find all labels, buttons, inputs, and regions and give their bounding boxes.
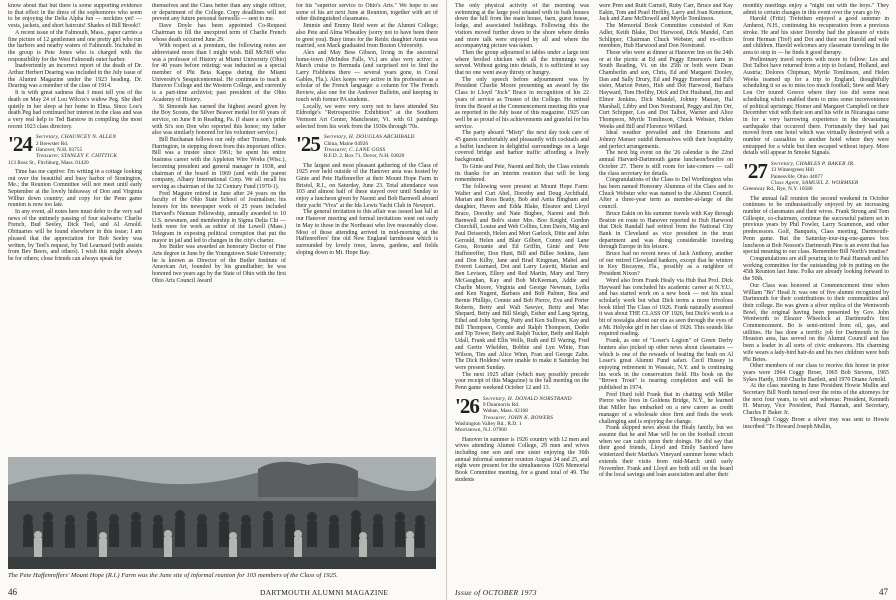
paragraph: To Ginie and Pete, Naomi and Bob, the Class extends its thanks for an interim reunion that will be long remembered. <box>455 163 589 184</box>
paragraph: themselves and the Class better than any single officer, or department of the College. Copy deadlines will not prevent any future personal farewells — sent to me. <box>152 3 286 23</box>
paragraph: At the class meeting in June President Howie Mullin and Secretary Bill North turned over the reins of the attorneys for the next four years, to wit and whereas: President, Kenneth H. Murray, Vice President, Paul Hannah, and Secretary, Charles P. Baker Jr. <box>743 383 889 417</box>
class-heading-1924 <box>8 134 142 165</box>
paragraph: Word also from Frank Healy via Hub that Prof. Dick Hayward has concluded his academic career at N.Y.U., and has started work on a new book — not his usual scholarly work but what Dick terms a more frivolous book titled The Class of 1926. Frank naturally assumed it was about THE CLASS OF 1926, but Dick's work is a bit of nostalgia about our era as seen through the eyes of a Mt. Holyoke girl in her class of 1926. This sounds like required reading. <box>599 277 733 338</box>
paragraph: Time has me captive: I'm writing in a cottage looking out over the beautiful and busy harbor of Stonington, Me.; the Reunion Committee will not meet until early September at the lovely hideaway of Don and Virginia Wilbur down country; and copy for the Penn game reunion is now too late. <box>8 168 142 209</box>
class-heading-1925 <box>296 134 438 159</box>
secretary-line: Secretary, H. DONALD NORSTRAND <box>482 395 572 402</box>
paragraph: Bill Buchanan follows our only other Trustee, Frank Harrington, in stepping down from this important office. Bill was a trustee since 1961; he spent his entire business career with the Appleton Wire Works (Wisc.), becoming president and general manager in 1938, and chairman of the board in 1969 (and with the parent company, Albany International Corp. We all recall his serving as chairman of the 32 Century Fund (1970-1). <box>152 137 286 190</box>
paragraph: know about that but there is some supporting evidence to that effect in the dress of the sophomores who seem to be enjoying the Delta Alpha fun — neckties yet! — vests, jackets, and short haircuts! Shades of Bill Brook!! <box>8 3 142 30</box>
paragraph: Other members of our class to receive this honor in prior years were 1964 Coggy Broer, 1965 Bob Stevens, 1965 Sykes Hardy, 1969 Charlie Bartlett, and 1970 Duane Arnold. <box>743 363 889 383</box>
paragraph: Congratulations are still pouring in to Paul Hannah and his working committee for the outstanding job in putting on the 45th Reunion last June. Folks are already looking forward to the 50th. <box>743 255 889 283</box>
paragraph: Frank skipped news about the Healy family, but we assume that he and Mae will be on the football circuit when we can catch upon their doings. He did say that their good friends, Lloyd and Emily Sanford have winterized their Martha's Vineyard summer home which extends their visits from mid-March until early November. Frank and Lloyd are both still on the board of the local savings and loan association and after their <box>599 425 733 479</box>
paragraph: Then the group adjourned to tables under a large tent where broiled chicken with all the trimmings was served. Without going into details, it is sufficient to say that no one went away thirsty or hungry. <box>455 49 589 77</box>
paragraph: The largest and most pleasant gathering of the Class of 1925 ever held outside of the Hanover area was hosted by Ginie and Pete Haffenreffer at their Mount Hope Farm in Bristol, R.I., on Saturday, June 23. Total attendance was 103 and almost half of these stayed over until Sunday to enjoy a luncheon given by Naomi and Bob Barnwell aboard their yacht "Viva" at the Ida Lewis Yacht Club in Newport. <box>296 162 438 209</box>
paragraph: In any event, all notes here must defer to the very sad news of the untimely passing of four stalwarts: Charlie French, Bud Seeley, Dick Teel, and Al Arnold. Obituaries will be found elsewhere in this issue; I am pleased that the appreciation for Bob Seeley was written, by Teel's request, by Ted Learnard (with assists from Bev Beers, and others). I wish this might always be for others; close friends can always speak for <box>8 209 142 262</box>
right-column-2 <box>599 3 733 585</box>
treasurer-address: Washington Valley Rd., R.D. 1 <box>455 420 522 427</box>
footer-issue: Issue of OCTOBER 1973 <box>455 588 537 597</box>
paragraph: for his "superior service to Ohio's Arts." We hope to see some of his art next June at Reunion, together with art of other distinguished classmates. <box>296 3 438 23</box>
paragraph: Locally, we were very sorry not to have attended Stu Eldredge's "Retrospective Exhibition" at the Southern Vermont Art Center, Manchester, Vt. with 61 paintings selected from his work from the 1930s through '70s. <box>296 103 438 130</box>
paragraph: The only speech before adjournment was by President Charlie Moore presenting an award by the Class to Lloyd "Jock" Brace in recognition of his 22 years of service as Trustee of the College. He retired from the Board at the Commencement meeting this year as reported in the July issue of this magazine. 1925 can well be as proud of his achievements and grateful for his service. <box>455 76 589 130</box>
class-year: '26 <box>455 393 479 418</box>
paragraph: The only physical activity of the morning was swimming at the large pool situated with its bath houses down the hill from the main house, barn, guest house, lodge, and associated buildings. Following this the visitors moved further down to the shore where drinks and more talk were enjoyed by all and where the accompanying picture was taken. <box>455 3 589 50</box>
paragraph: Preliminary travel reports with more to follow: Les and Dot Talbot have returned from a trip to Iceland, Holland, and Austria; Dolores Chipman, Myrtle Tomlinson, and Helen Weeks teamed up for a trip to England, thoughtfully scheduling it so as to miss too much football; Stew and Mary Lou Orr toured Greece where they too did some neat scheduling which enabled them to miss some inconvenience of political uprisings; Homer and Margaret Campbell on their December visit with their son and his wife in Nicaragua came in for a very harrowing experience in the devastating earthquake that occurred there. Fortunately they had just moved from one hotel which was virtually destroyed with a number of casualties to another hotel where they were entrapped for a while but then escaped without injury. More details will appear in Smoke Signals. <box>743 56 889 157</box>
class-year: '27 <box>743 159 767 184</box>
paragraph: Congratulations of the Class to Del Worthington who has been named Honorary Alumnus of the Class and to Chuck Webster who was named to the Alumni Council. After a three-year term as member-at-large of the council. <box>599 177 733 211</box>
paragraph: Dave Doyle has been appointed Co-Request Chairman to fill the unexpired term of Charlie French whose death occurred June 29. <box>152 23 286 43</box>
secretary-line: Secretary, CHAUNCEY N. ALLEN <box>35 134 117 141</box>
paragraph: Bruce Eakin on his summer travels with Kay through Boston en route to Hanover reported to Hub Harwood that Dick Randall had retired from the National City Bank in Cleveland as vice president in the trust department and was doing considerable traveling through Europe in his leisure. <box>599 210 733 251</box>
paragraph: The Memorial Book Committee consisted of Ken Adler, Keith Blake, Dot Harwood, Dick Mandel, Curt Schlipper, Chairman Chuck Webster, and ex-officio members, Hub Harwood and Don Norstrand. <box>599 23 733 50</box>
group-photo-art <box>8 457 436 569</box>
paragraph: Fred Hurd told Frank that in chatting with Miller Pierce who lives in Goldens Bridge, N.Y., he learned that Miller has embarked on a new career as credit manager of a wholesale shoe firm and finds the work challenging and is enjoying the change. <box>599 391 733 425</box>
page-number: 47 <box>879 587 888 597</box>
paragraph: The next big event on the '26 calendar is the 22nd annual Harvard-Dartmouth game luncheon/bonfire on October 27. There is still room for late-comers — call the class secretary for details. <box>599 150 733 177</box>
treasurer-line: Treasurer, C. LANE GOSS <box>323 146 386 153</box>
left-column-2 <box>152 3 286 455</box>
treasurer-address: R.F.D. 2, Box 71, Dover, N.H. 03820 <box>323 153 405 160</box>
right-page <box>449 0 896 600</box>
paragraph: A recent issue of the Falmouth, Mass., paper carries a fine picture of 12 gentlemen and one pretty girl who run the harbors and nearby waters of Falmouth. Included in the group is Pete Jones who is charged with the responsibility for the West Falmouth outer harbor. <box>8 29 142 63</box>
paragraph: Through Coggy Broer a silver tray was sent to Howie inscribed "To Howard Joseph Mullin, <box>743 416 889 430</box>
treasurer-address: Morristown, N.J. 07960 <box>455 427 507 434</box>
class-year: '25 <box>296 132 320 157</box>
page-number: 46 <box>8 587 17 597</box>
class-heading-1927 <box>743 161 889 192</box>
treasurer-line: Treasurer, JOHN K. BOWERS <box>482 414 554 421</box>
treasurer-line: Class Agent, SAMUEL Z. WORMSER <box>770 180 859 187</box>
paragraph: Hanover in summer is 1926 country with 12 men and wives attending Alumni College, 29 men and wives including one son and one sister enjoying the 36th annual informal summer reunion August 24 and 25, and eight were present for the simultaneous 1926 Memorial Book Committee meeting, for a grand total of 49. The students <box>455 436 589 483</box>
paragraph: The following were present at Mount Hope Farm: Walter and Curt Abel, Dorothy and Doug Archibald, Marian and Ross Beatty, Bob and Anita Bingham and daughter, Haven and Edda Blake, Eleanor and Lloyd Brace, Dorothy and Nate Bugbee, Naomi and Bob Barnwell and Bob's sister Mrs. Boo Knight, Gordon Churchill, Louise and Web Collins, Linn Davis, Mig and Paul Deissroth, Helen and Mort Garlock, Ditte and John Gerould, Helen and Blair Gilbert, Conny and Lane Goss, Roxanie and Ed Griffin, Ginie and Pete Haffenreffer, Don Hunt, Bill and Billee Jenkins, Jane and Don Kilby, Jane and Brad Kingman, Mabel and Everett Learnard, Dot and Larry Leavitt, Marian and Ben Levison, Ellery and Red Martin, Mary and Terry McGaughan, Kay and Bob McKeeman, Addie and Charlie Moore, Virginia and George Newman, Lydia and Ken Nugent, Barbara and Bob Palmer, Bea and Bernie Phillips, Connie and Bob Pierce, Eva and Porter Roberts, Betty and Walt Sawyer, Betty and Mac Shepard, Betty and Bill Sleigh, Esther and Lang Spring, Ethel and John Spring, Patty and Ken Sullivan, Kay and Bill Thompson, Connie and Ralph Thompson, Dodie and Tip Tower, Betty and Ralph Tucker, Betty and Ralph Udall, Frank and Ellis Wells, Ruth and El Waring, Fred and Gertie Whelden, Bobbie and Lyn White, Fran Wilson, Tim and Alice Winn, Fran and George Zahn. The Dick Holdens' were unable to make it Saturday but were present Sunday. <box>455 183 589 371</box>
class-heading-1926 <box>455 393 589 434</box>
paragraph: Joe Butler was awarded an honorary Doctor of Fine Arts degree in June by the Youngstown State University; he is known as Director of the Butler Institute of American Art, founded by his grandfather; he was honored two years ago by the State of Ohio with the first Ohio Arts Council Award <box>152 244 286 284</box>
left-column-3 <box>296 3 438 455</box>
left-column-1 <box>8 3 142 455</box>
secretary-line: Secretary, H. DOUGLAS ARCHIBALD <box>323 134 415 141</box>
right-column-1 <box>455 3 589 585</box>
left-page <box>0 0 447 600</box>
right-column-3 <box>743 3 889 585</box>
secretary-address: Waban, Mass. 02168 <box>482 408 528 415</box>
secretary-line: Secretary, CHARLES P. BAKER JR. <box>770 161 855 168</box>
class-year: '24 <box>8 132 32 157</box>
paragraph: The general invitation to this affair was issued last fall at our Hanover meeting and formal invitations went out early in May to those in the Northeast who live reasonably close. Most of those attending arrived in mid-morning at the Haffenreffers' fine old New England farmhouse which is surrounded by lovely trees, lawns, gardens, and fields sloping down to Mt. Hope Bay. <box>296 209 438 256</box>
group-photo <box>8 457 436 569</box>
paragraph: The annual fall reunion the second weekend in October continues to be enthusiastically enjoyed by an increasing number of classmates and their wives. Frank Strong and Tom Gillespie, co-chairmen, continue the successful pattern set in previous years by Phil Fowler, Larry Scammon, and other predecessors. Golf, Banquets, Class meeting, Dartmouth-Penn game. But the Saturday-tour-ing-one-games box luncheon at Bob Nesson's Dartmouth Pine is an event that has special meaning to our class. Remember Bill North's treatise? <box>743 195 889 256</box>
secretary-address: 9 Dunmorris Rd. <box>482 402 520 409</box>
treasurer-line: Treasurer, STANLEY F. CHITTICK <box>35 153 118 160</box>
paragraph: were Pren and Ruth Carnell, Ruby Carr, Bruce and Kay Eakin, Tom and Pearl Herlihy, Larry and Joan Kennison, Jack and Zane McDowell and Myrtle Tomlinson. <box>599 3 733 23</box>
paragraph: With respect at a premium, the following notes are abbreviated more than I might wish. Bill McNiff who was a professor of History at Miami University (Ohio) for 40 years before retiring; was inducted as a special member of Phi Beta Kappa during the Miami University's Sesquicentennial. He continues to teach at Hanover College and the Western College, and currently is a part-time archivist; past president of the Ohio Academy of History. <box>152 43 286 103</box>
paragraph: Our Class was honored at Commencement time when William "Bo" Head Jr. was one of five alumni recognized by Dartmouth for their contributions to their communities and their college. Bo was given a silver replica of the Wentworth Bowl, the original having been presented by Gov. John Wentworth to Eleazer Wheelock at Dartmouth's first Commencement. Bo is semi-retired from oil, gas, and utilities. He has done a terrific job for Dartmouth in the Houston area, has served on the Alumni Council and has been a leader in all sorts of civic endeavors. His charming wife wears a lady-bird hair-do and his two children were both Phi Betes. <box>743 282 889 363</box>
paragraph: The next 1925 affair (which may possibly precede your receipt of this Magazine) is the fall meeting on the Penn game weekend October 12 and 13. <box>455 371 589 392</box>
secretary-address: 13 Wintergreen Hill <box>770 167 814 174</box>
paragraph: Those who were at dinner at Hanover Inn on the 24th or at the picnic at Ed and Peggy Emerson's farm in South Reading, Vt. on the 25th or both were Dean Chamberlin and son, Chris, Ed and Margaret Dooley, Dan and Sally Drury, Ed and Peggy Emerson and Ed's sister, Marion Peters, Hub and Dot Harwood, Barbara Hayward, Tom Herlihy, Dick and Dot Husband, Jim and Elinor Jenkins, Dick Mandel, Johnny Manser, Hal Marshall, Libby and Don Norstrand, Peggy and Jim Orr, Curt Schipper, Les and Dot Talbot, Warner and Alice Thompson, Myrtle Tomlinson, Chuck Webster, Helen Weeks and Bill and Florence Willard. <box>599 49 733 130</box>
secretary-address: China, Maine 04926 <box>323 140 369 147</box>
photo-caption: The Pete Haffenreffers' Mount Hope (R.I.) Farm was the June site of informal reunion for 103 members of the Class of 1925. <box>8 572 338 579</box>
treasurer-address: Greenway Rd., Rye, N.Y. 10580 <box>743 186 813 193</box>
paragraph: Frank, as one of "Loser's Legion" of Green Derby hunters also picked up other news about classmates — which is one of the rewards of beating the bush on Al Loser's great Alumni Fund safari. Cecil Hussey is enjoying retirement in Wassaic, N.Y. and is continuing his work in the conservation field. His book on the "Brown Trout" is nearing completion and will be published in 1974. <box>599 338 733 392</box>
paragraph: The party aboard "Misty" the next day took care of 45 guests comfortably and pleasantly with cocktails and a buffet luncheon in delightful surroundings on a large covered bridge and harbor traffic affording a lively background. <box>455 130 589 164</box>
paragraph: Ideal weather prevailed and the Emersons and Johnny Manser outdid themselves with their hospitality and perfect arrangements. <box>599 130 733 150</box>
paragraph: Fred Maguire retired in June after 24 years on the faculty of the Ohio State School of Journalism; his honors for his newspaper work of 25 years included Harvard's Nieman Fellowship, annually awarded to 10 U.S. newsmen, and membership in Sigma Delta Chi — both were for work as editor of the Lowell (Mass.) Telegram in exposing political corruption that put the mayor in jail and led to changes in the city's charter. <box>152 190 286 244</box>
paragraph: Jimmie and Emmy Reid were at the Alumni College; also Pete and Alma Wheatley (sorry not to have been there to greet you). Busy times for the Reids: daughter Annie was married, son Mack graduated from Boston University. <box>296 23 438 50</box>
paragraph: monthly meetings enjoy a "night out with the boys." They admit to certain changes in this event over the years go by. <box>743 3 889 16</box>
treasurer-address: 113 Ross St., Fitchburg, Mass. 01420 <box>8 159 89 166</box>
paragraph: Inadvertently an incorrect report of the death of Dr. Arthur Herbert Dearing was included in the July issue of the Alumni Magazine under the 1923 heading. Dr. Dearing was a member of the class of 1914. <box>8 63 142 90</box>
secretary-address: Painesville, Ohio 44077 <box>770 173 823 180</box>
footer-title: DARTMOUTH ALUMNI MAGAZINE <box>260 588 389 597</box>
paragraph: Alex and May Bess Gibson, living in the ancestral home-town (McIndoe Falls, Vt.) are also very active: a March cruise to Bermuda (and surprised not to find the Larry Fishbeins there — several years gone, to Coral Gables, Fla.). Alex keeps very active in his profession as a scholar of the French language: a column for The French Review, also one for the Andover Bulletin, and keeping in touch with former PA students. <box>296 49 438 103</box>
paragraph: It is with great sadness that I must tell you of the death on May 24 of Lou Wilcox's widow Peg. She died quietly in her sleep at her home in Elma. Since Lou's death Peg had continued her interest in the class and was a very real help to Ted Barstow in compiling the most recent 1923 class directory. <box>8 90 142 130</box>
paragraph: Si Simonds has earned the highest award given by the Boy Scouts, the Silver Beaver medal for 60 years of service, on June 8 in Reading, Pa. (I share a son's pride with Si's son Don who reported this honor; my father also was similarly honored for his volunteer service.) <box>152 103 286 137</box>
paragraph: Harold (Fritz) Trefethen enjoyed a good summer in Amherst, N.H., continuing his recuperation from a previous stroke. He and his sister Dorothy had the pleasure of visits from Herman (Tref) and Dot and their son Harold and wife and children. Harold welcomes any classmate traveling in the area to stop in — he finds it good therapy. <box>743 16 889 56</box>
secretary-address: Hanover, N.H. 03755 <box>35 146 83 153</box>
secretary-address: 2 Brewster Rd. <box>35 140 69 147</box>
paragraph: Bruce had no recent news of Jack Anthony, another of our retired Cleveland bankers, except that he winters in Key Biscayne, Fla., possibly as a neighbor of President Nixon? <box>599 251 733 278</box>
